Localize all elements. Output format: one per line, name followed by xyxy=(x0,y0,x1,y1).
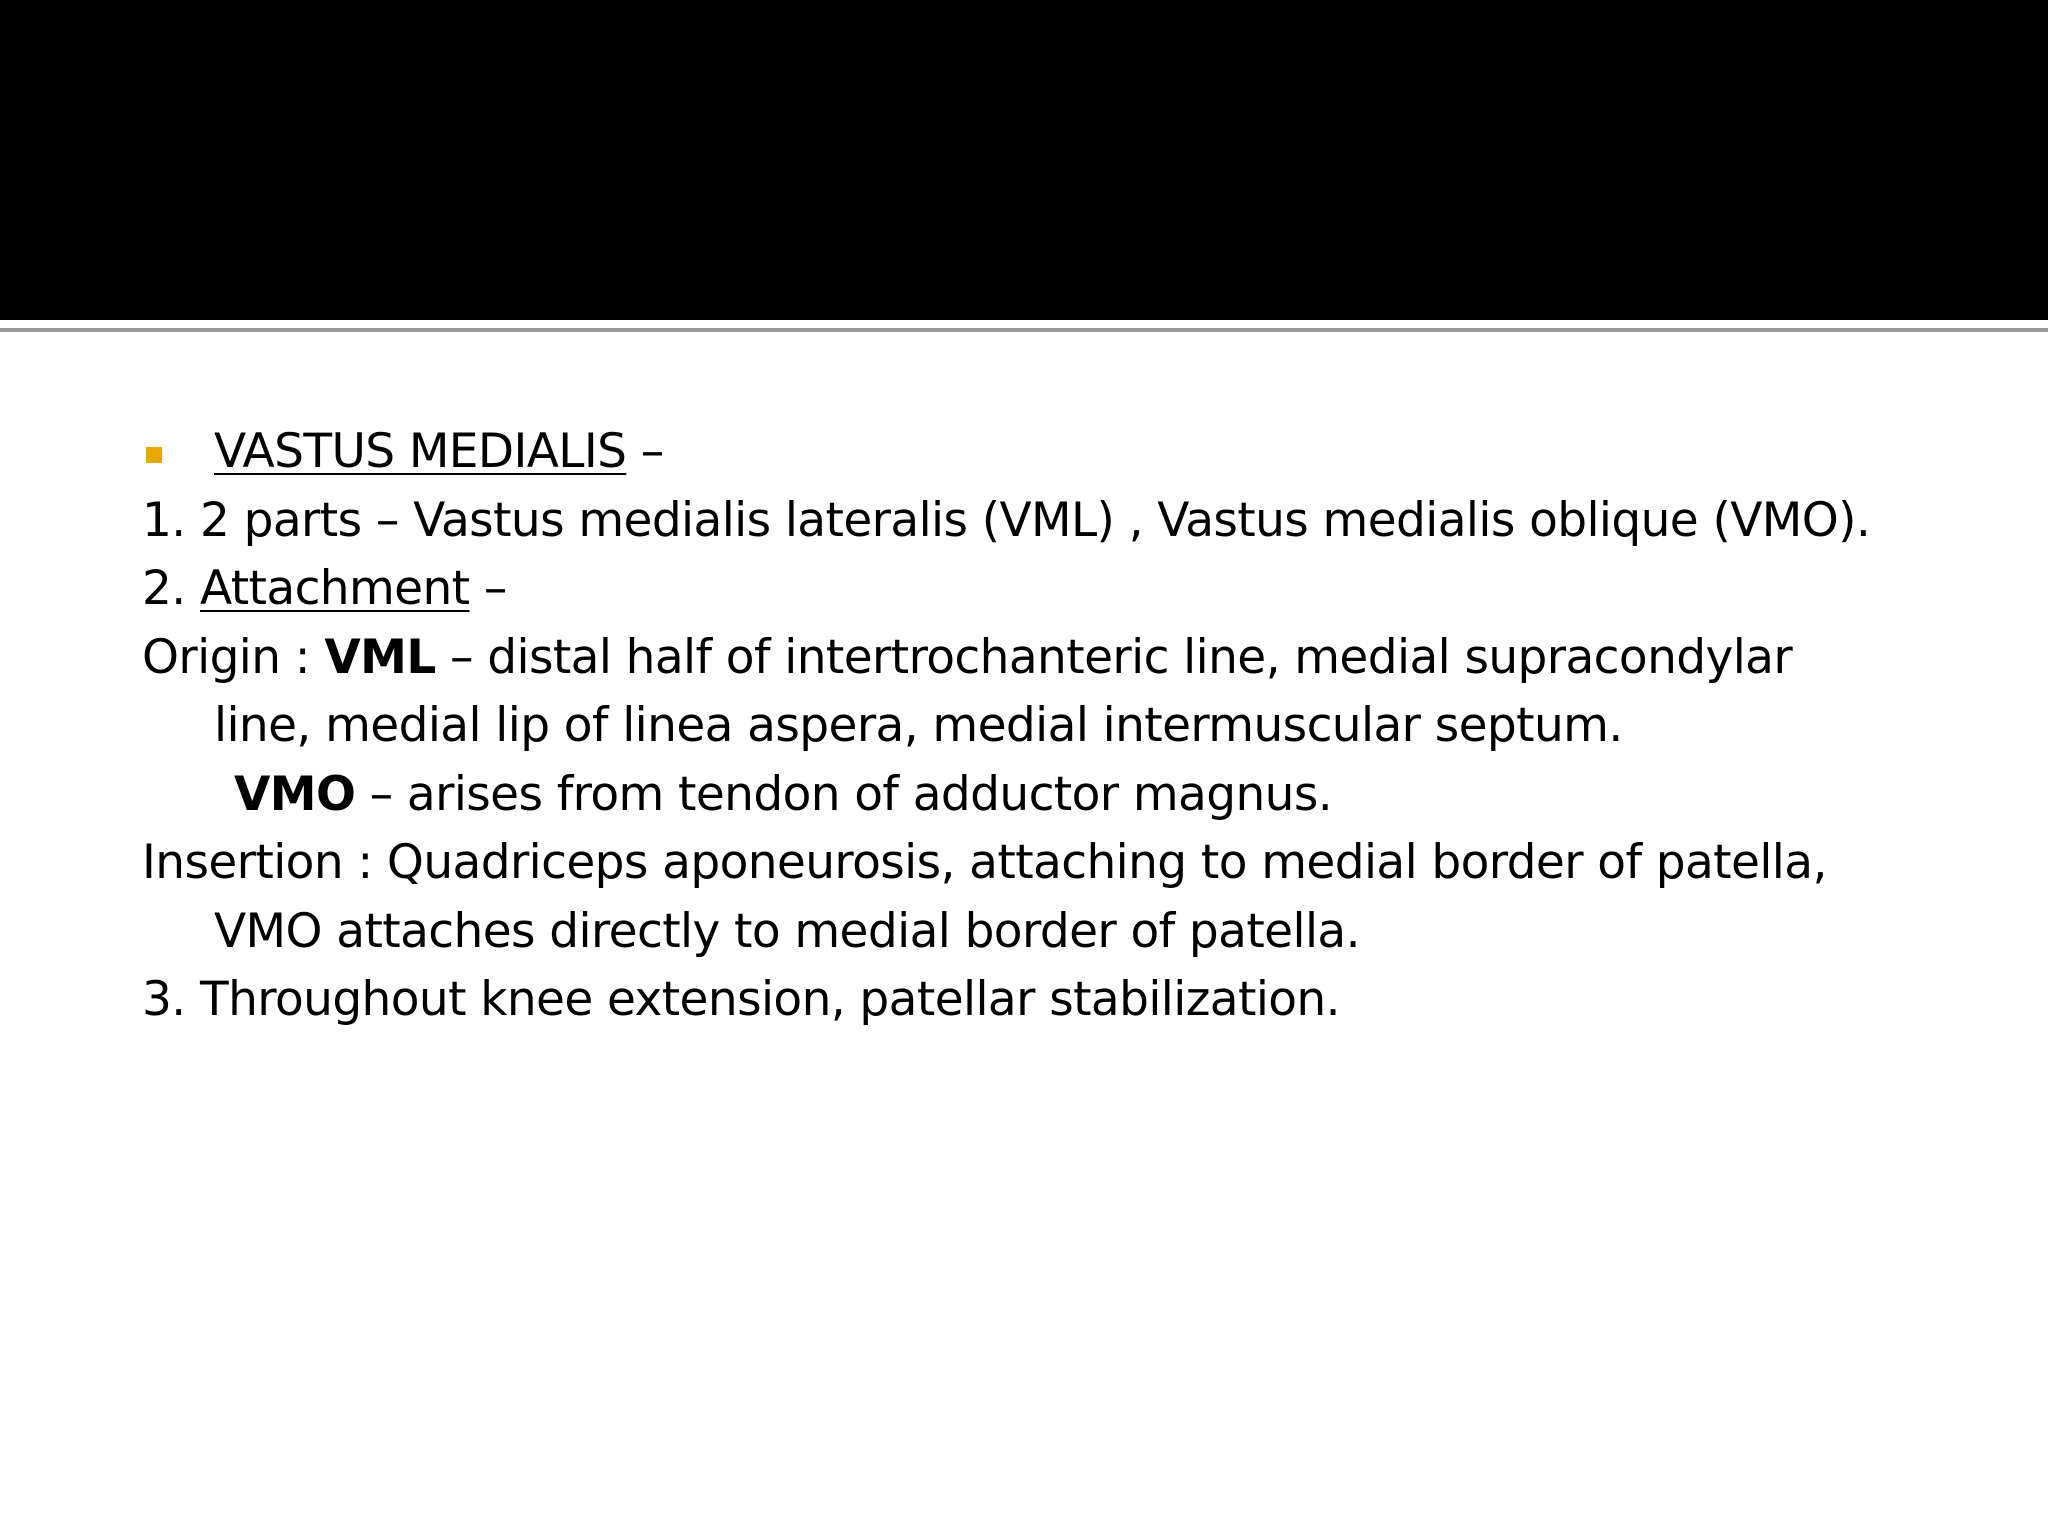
point-1: 1. 2 parts – Vastus medialis lateralis (VML) , Vastus medialis oblique (VMO). xyxy=(142,492,1871,548)
vmo-text: – arises from tendon of adductor magnus. xyxy=(355,766,1333,822)
heading-dash: – xyxy=(626,424,664,479)
divider-rule xyxy=(0,328,2048,332)
point-3: 3. Throughout knee extension, patellar stabilization. xyxy=(142,972,1340,1027)
title-band xyxy=(0,0,2048,320)
slide-body xyxy=(142,418,1962,1035)
insertion-line: Insertion : Quadriceps aponeurosis, attaching to medial border of patella, xyxy=(142,835,1827,890)
heading-line xyxy=(142,418,1962,487)
attachment-label: Attachment xyxy=(199,561,470,616)
point-2-dash: – xyxy=(469,561,507,616)
point-2-number: 2. xyxy=(142,561,200,616)
origin-line xyxy=(142,624,1962,693)
insertion-continuation: VMO attaches directly to medial border of patella. xyxy=(214,903,1360,959)
point-2 xyxy=(142,555,1962,624)
square-bullet-icon xyxy=(146,447,162,463)
heading-title: VASTUS MEDIALIS xyxy=(214,424,627,479)
origin-prefix: Origin : xyxy=(142,629,325,685)
origin-continuation: line, medial lip of linea aspera, medial intermuscular septum. xyxy=(214,698,1623,753)
vmo-origin-line xyxy=(142,761,1962,830)
vml-label: VML xyxy=(324,629,436,685)
vml-text: – distal half of intertrochanteric line, medial supracondylar xyxy=(435,629,1793,685)
vmo-label: VMO xyxy=(234,766,356,822)
divider-light xyxy=(0,320,2048,328)
